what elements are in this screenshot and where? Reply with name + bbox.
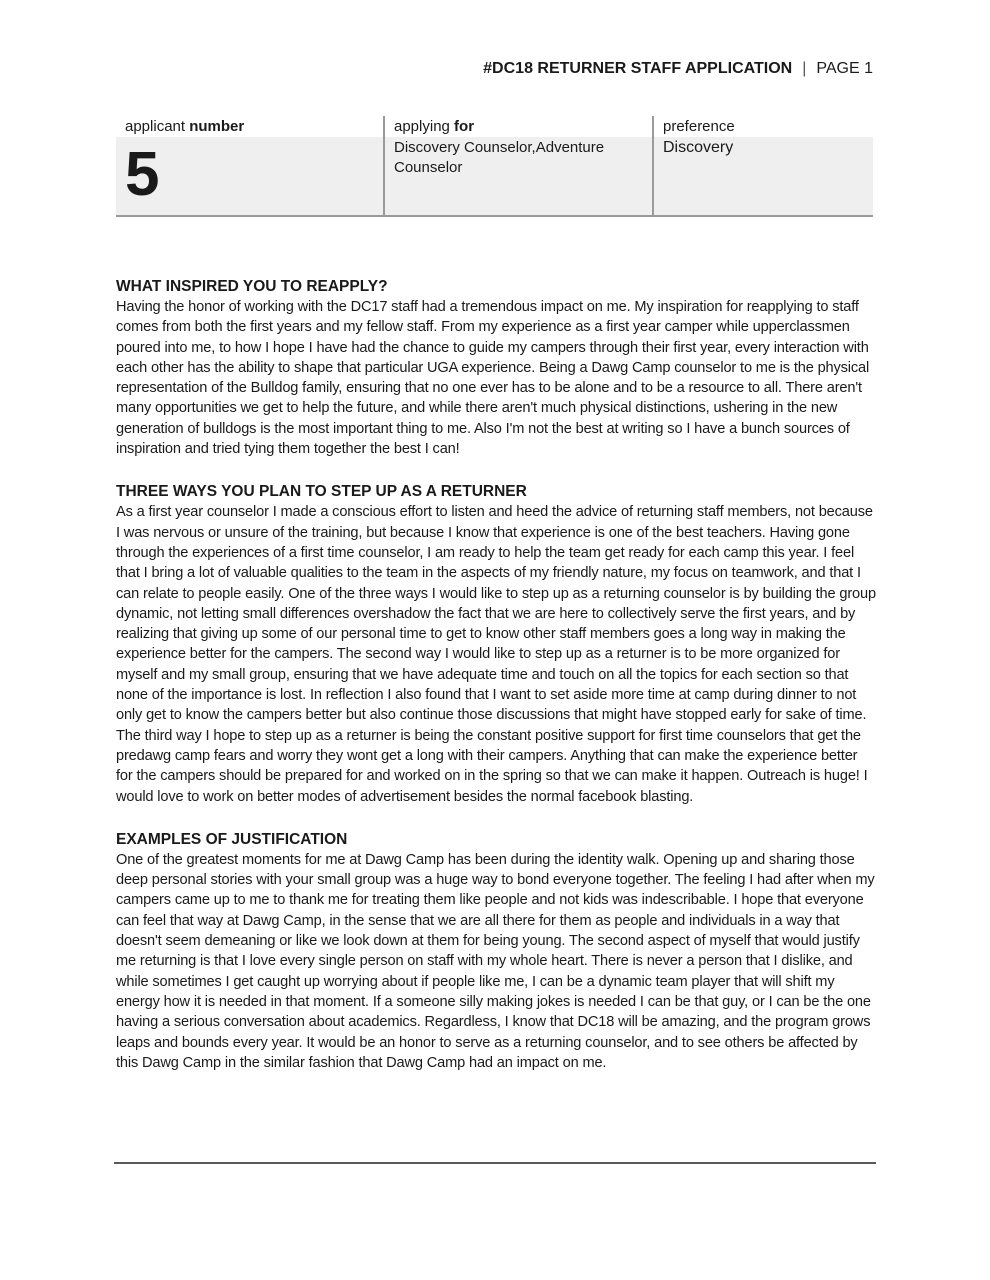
section-heading: WHAT INSPIRED YOU TO REAPPLY? (116, 278, 388, 295)
preference-body (654, 137, 873, 215)
section-justification (116, 830, 876, 1073)
applying-for-cell (383, 116, 652, 215)
section-step-up (116, 482, 876, 806)
applicant-label-text: applicant (125, 118, 190, 135)
page-number: PAGE 1 (816, 60, 873, 77)
applicant-info-table (116, 116, 873, 217)
applying-for-value: Discovery Counselor,Adventure Counselor (394, 139, 605, 176)
section-body: Having the honor of working with the DC17 staff had a tremendous impact on me. My inspiration for reapplying to staff comes from both the first years and my fellow staff. From my experience as a first year camper while upperclassmen poured into me, to how I hope I have had the chance to guide my campers through their first year, every interaction with each other has the ability to shape that particular UGA experience. Being a Dawg Camp counselor to me is the physical representation of the Bulldog family, ensuring that no one ever has to be alone and to be a resource to all. There aren't many opportunities we get to help the future, and while there aren't much physical distinctions, ushering in the new generation of bulldogs is the most important thing to me. Also I'm not the best at writing so I have a bunch sources of inspiration and tried tying them together the best I can! (116, 299, 870, 458)
applying-for-body (385, 137, 652, 215)
applicant-label-bold: number (189, 118, 245, 135)
preference-value: Discovery (663, 139, 734, 156)
applicant-number-label (125, 116, 383, 137)
applying-label-bold: for (454, 118, 475, 135)
page-header (483, 59, 873, 79)
applicant-number-cell (116, 116, 383, 215)
bottom-divider (114, 1162, 876, 1164)
application-title: #DC18 RETURNER STAFF APPLICATION (483, 60, 793, 77)
application-content (116, 277, 876, 1096)
applicant-number-body (116, 137, 383, 215)
section-body: As a first year counselor I made a conscious effort to listen and heed the advice of returning staff members, not because I was nervous or unsure of the training, but because I know that experience is one of the best teachers. Having gone through the experiences of a first time counselor, I am ready to help the team get ready for each camp this year. I feel that I bring a lot of valuable qualities to the team in the aspects of my friendly nature, my focus on teamwork, and that I can relate to people easily. One of the three ways I would like to step up as a returning counselor is by building the group dynamic, not letting small differences overshadow the fact that we are here to collectively serve the first years, and by realizing that giving up some of our personal time to get to know other staff members goes a long way in making the experience better for the campers. The second way I would like to step up as a returner is to be more organized for myself and my small group, ensuring that we have adequate time and touch on all the topics for each section so that none of the importance is lost. In reflection I also found that I want to set aside more time at camp during dinner to not only get to know the campers better but also continue those discussions that might have stopped early for sake of time. The third way I hope to step up as a returner is being the constant positive support for first time counselors that get the predawg camp fears and worry they wont get a long with their campers. Anything that can make the experience better for the campers should be prepared for and worked on in the spring so that we can make it happen. Outreach is huge! I would love to work on better modes of advertisement besides the normal facebook blasting. (116, 504, 876, 805)
header-separator: | (802, 60, 807, 77)
preference-cell (652, 116, 873, 215)
section-body: One of the greatest moments for me at Dawg Camp has been during the identity walk. Opening up and sharing those deep personal stories with your small group was a huge way to bond everyone together. The feeling I had after when my campers came up to me to thank me for treating them like people and not kids was indescribable. I hope that everyone can feel that way at Dawg Camp, in the sense that we are all there for them as people and individuals in a way that doesn't seem demeaning or like we look down at them for being young. The second aspect of myself that would justify me returning is that I love every single person on staff with my whole heart. There is never a person that I dislike, and while sometimes I get caught up worrying about if people like me, I can be a dynamic team player that will shift my energy how it is needed in that moment. If a someone silly making jokes is needed I can be that guy, or I can be the one having a serious conversation about academics. Regardless, I know that DC18 will be amazing, and the program grows leaps and bounds every year. It would be an honor to serve as a returning counselor, and to see others be affected by this Dawg Camp in the similar fashion that Dawg Camp had an impact on me. (116, 851, 875, 1071)
applicant-number-value: 5 (125, 140, 160, 209)
applying-for-label (394, 116, 652, 137)
section-inspiration (116, 277, 876, 459)
applying-label-text: applying (394, 118, 455, 135)
section-heading: EXAMPLES OF JUSTIFICATION (116, 830, 348, 848)
preference-label: preference (663, 116, 873, 137)
section-heading: THREE WAYS YOU PLAN TO STEP UP AS A RETURNER (116, 483, 527, 501)
